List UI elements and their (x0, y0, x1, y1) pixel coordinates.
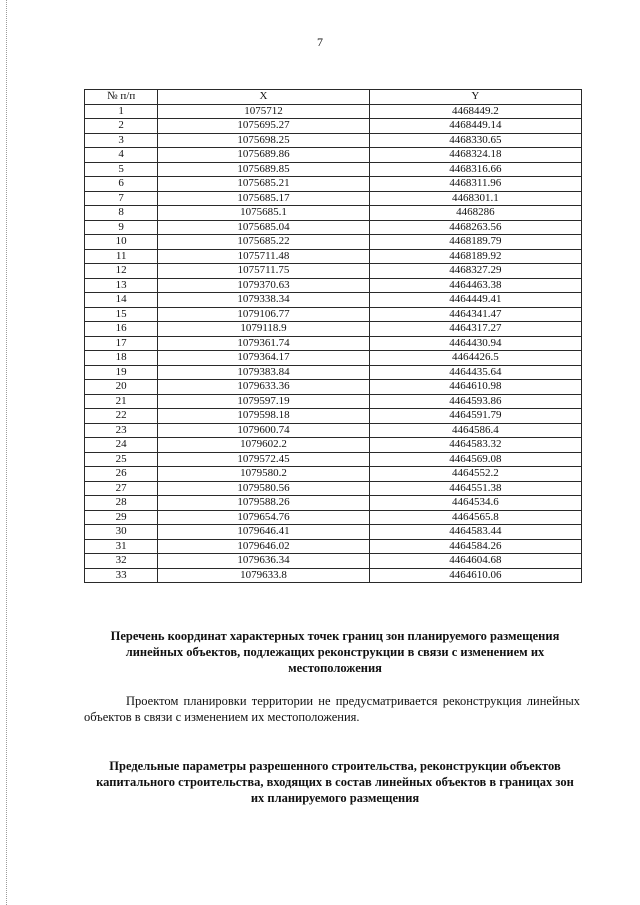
cell-x: 1075685.17 (158, 191, 369, 206)
table-row (85, 104, 582, 119)
cell-number: 10 (85, 235, 158, 250)
table-row (85, 510, 582, 525)
cell-number: 32 (85, 554, 158, 569)
cell-y: 4464610.98 (369, 380, 581, 395)
table-header-row (85, 90, 582, 105)
cell-number: 12 (85, 264, 158, 279)
cell-x: 1075695.27 (158, 119, 369, 134)
table-row (85, 148, 582, 163)
cell-y: 4468189.79 (369, 235, 581, 250)
cell-x: 1075685.1 (158, 206, 369, 221)
column-header-y: Y (369, 90, 581, 105)
cell-number: 6 (85, 177, 158, 192)
cell-number: 13 (85, 278, 158, 293)
cell-y: 4468330.65 (369, 133, 581, 148)
cell-y: 4464317.27 (369, 322, 581, 337)
cell-number: 1 (85, 104, 158, 119)
cell-y: 4468311.96 (369, 177, 581, 192)
cell-x: 1079361.74 (158, 336, 369, 351)
table-row (85, 423, 582, 438)
cell-y: 4464552.2 (369, 467, 581, 482)
section-heading-parameters: Предельные параметры разрешенного строительства, реконструкции объектов капитального строительства, входящих в состав линейных объектов в границах зон их планируемого размещения (96, 759, 574, 805)
table-row (85, 206, 582, 221)
cell-number: 3 (85, 133, 158, 148)
cell-x: 1079646.02 (158, 539, 369, 554)
cell-number: 26 (85, 467, 158, 482)
table-row (85, 394, 582, 409)
table-row (85, 322, 582, 337)
table-row (85, 409, 582, 424)
table-row (85, 220, 582, 235)
cell-x: 1075685.21 (158, 177, 369, 192)
cell-number: 14 (85, 293, 158, 308)
cell-x: 1079370.63 (158, 278, 369, 293)
cell-x: 1075689.86 (158, 148, 369, 163)
cell-x: 1079646.41 (158, 525, 369, 540)
cell-x: 1079364.17 (158, 351, 369, 366)
cell-y: 4468263.56 (369, 220, 581, 235)
cell-x: 1075689.85 (158, 162, 369, 177)
cell-y: 4464569.08 (369, 452, 581, 467)
paragraph-reconstruction-note: Проектом планировки территории не предусматривается реконструкция линейных объектов в связи с изменением их местоположения. (84, 694, 580, 724)
cell-number: 5 (85, 162, 158, 177)
table-row (85, 539, 582, 554)
table-row (85, 293, 582, 308)
cell-number: 4 (85, 148, 158, 163)
cell-number: 16 (85, 322, 158, 337)
table-row (85, 235, 582, 250)
cell-x: 1079600.74 (158, 423, 369, 438)
table-row (85, 380, 582, 395)
cell-x: 1079633.8 (158, 568, 369, 583)
table-row (85, 162, 582, 177)
page-number: 7 (317, 35, 323, 49)
cell-number: 2 (85, 119, 158, 134)
table-row (85, 336, 582, 351)
table-row (85, 249, 582, 264)
cell-x: 1075712 (158, 104, 369, 119)
section-heading-coordinates: Перечень координат характерных точек границ зон планируемого размещения линейных объектов, подлежащих реконструкции в связи с изменением их местоположения (110, 629, 560, 675)
cell-x: 1075711.48 (158, 249, 369, 264)
cell-y: 4464591.79 (369, 409, 581, 424)
column-header-number: № п/п (85, 90, 158, 105)
table-row (85, 191, 582, 206)
cell-number: 30 (85, 525, 158, 540)
cell-number: 29 (85, 510, 158, 525)
cell-y: 4468286 (369, 206, 581, 221)
table-row (85, 438, 582, 453)
cell-y: 4464463.38 (369, 278, 581, 293)
cell-number: 23 (85, 423, 158, 438)
cell-y: 4464341.47 (369, 307, 581, 322)
cell-number: 25 (85, 452, 158, 467)
cell-x: 1075698.25 (158, 133, 369, 148)
cell-y: 4464565.8 (369, 510, 581, 525)
cell-x: 1079597.19 (158, 394, 369, 409)
cell-number: 27 (85, 481, 158, 496)
table-row (85, 264, 582, 279)
cell-y: 4468316.66 (369, 162, 581, 177)
table-row (85, 351, 582, 366)
cell-y: 4464586.4 (369, 423, 581, 438)
cell-y: 4464604.68 (369, 554, 581, 569)
cell-number: 19 (85, 365, 158, 380)
cell-y: 4468449.2 (369, 104, 581, 119)
table-row (85, 525, 582, 540)
cell-y: 4464583.44 (369, 525, 581, 540)
table-row (85, 554, 582, 569)
coordinates-table (84, 89, 582, 583)
cell-y: 4464551.38 (369, 481, 581, 496)
cell-y: 4464449.41 (369, 293, 581, 308)
cell-number: 8 (85, 206, 158, 221)
cell-number: 9 (85, 220, 158, 235)
table-row (85, 467, 582, 482)
table-body (85, 104, 582, 583)
cell-number: 21 (85, 394, 158, 409)
cell-x: 1079580.56 (158, 481, 369, 496)
cell-y: 4464583.32 (369, 438, 581, 453)
cell-y: 4468189.92 (369, 249, 581, 264)
cell-y: 4468324.18 (369, 148, 581, 163)
cell-number: 15 (85, 307, 158, 322)
cell-y: 4464435.64 (369, 365, 581, 380)
cell-x: 1079588.26 (158, 496, 369, 511)
cell-x: 1079602.2 (158, 438, 369, 453)
cell-y: 4464593.86 (369, 394, 581, 409)
table-row (85, 133, 582, 148)
cell-y: 4468327.29 (369, 264, 581, 279)
cell-number: 7 (85, 191, 158, 206)
cell-y: 4464534.6 (369, 496, 581, 511)
table-row (85, 177, 582, 192)
cell-x: 1079654.76 (158, 510, 369, 525)
cell-x: 1079383.84 (158, 365, 369, 380)
scan-edge-line (6, 0, 8, 905)
cell-x: 1079572.45 (158, 452, 369, 467)
cell-y: 4464430.94 (369, 336, 581, 351)
table-row (85, 365, 582, 380)
column-header-x: X (158, 90, 369, 105)
cell-x: 1079580.2 (158, 467, 369, 482)
cell-x: 1079633.36 (158, 380, 369, 395)
table-row (85, 452, 582, 467)
cell-y: 4464584.26 (369, 539, 581, 554)
cell-x: 1079598.18 (158, 409, 369, 424)
cell-number: 31 (85, 539, 158, 554)
table-row (85, 307, 582, 322)
cell-x: 1075685.04 (158, 220, 369, 235)
cell-number: 22 (85, 409, 158, 424)
cell-x: 1079106.77 (158, 307, 369, 322)
table-row (85, 568, 582, 583)
cell-x: 1079118.9 (158, 322, 369, 337)
cell-number: 24 (85, 438, 158, 453)
cell-y: 4464426.5 (369, 351, 581, 366)
cell-number: 20 (85, 380, 158, 395)
cell-x: 1075711.75 (158, 264, 369, 279)
cell-x: 1079636.34 (158, 554, 369, 569)
cell-y: 4468449.14 (369, 119, 581, 134)
cell-number: 28 (85, 496, 158, 511)
table-row (85, 278, 582, 293)
cell-x: 1079338.34 (158, 293, 369, 308)
cell-number: 18 (85, 351, 158, 366)
table-row (85, 481, 582, 496)
table-row (85, 496, 582, 511)
cell-number: 11 (85, 249, 158, 264)
cell-y: 4468301.1 (369, 191, 581, 206)
cell-number: 17 (85, 336, 158, 351)
cell-x: 1075685.22 (158, 235, 369, 250)
cell-number: 33 (85, 568, 158, 583)
table-row (85, 119, 582, 134)
cell-y: 4464610.06 (369, 568, 581, 583)
